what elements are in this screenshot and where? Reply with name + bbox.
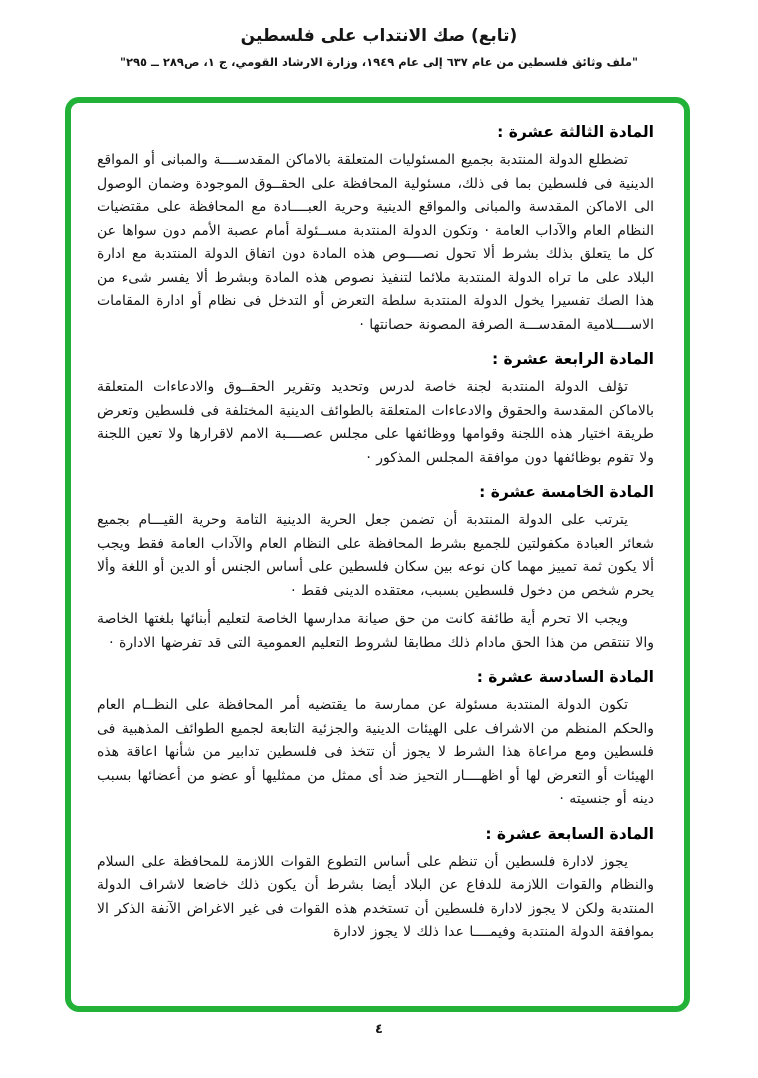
article-sixteen (97, 668, 654, 812)
page-title: (تابع) صك الانتداب على فلسطين (240, 26, 518, 46)
section-heading: المادة الخامسة عشرة : (479, 483, 654, 501)
page-header (0, 0, 758, 69)
section-heading: المادة السابعة عشرة : (485, 824, 654, 843)
section-heading: المادة السادسة عشرة : (476, 668, 654, 686)
source-citation: "ملف وثائق فلسطين من عام ٦٣٧ إلى عام ١٩٤٩، وزارة الارشاد القومي، ج ١، ص٢٨٩ ــ ٢٩٥" (119, 55, 639, 69)
article-fifteen (97, 483, 654, 655)
section-heading: المادة الثالثة عشرة : (497, 123, 654, 141)
page-number: ٤ (375, 1022, 383, 1037)
article-thirteen (97, 123, 654, 337)
article-fourteen (97, 350, 654, 470)
section-paragraph: يجوز لادارة فلسطين أن تنظم على أساس التطوع القوات اللازمة للمحافظة على السلام والنظام والقوات اللازمة للدفاع عن البلاد أيضا بشرط أن يكون ذلك خاضعا لاشراف الدولة المنتدبة ولكن لا يجوز لادارة فلسطين أن تستخدم هذه القوات فى غير الاغراض الآنفة الذكر الا بموافقة الدولة المنتدبة وفيمــــا عدا ذلك لا يجوز لادارة (97, 853, 654, 940)
section-paragraph: يترتب على الدولة المنتدبة أن تضمن جعل الحرية الدينية التامة وحرية القيـــام بجميع شعائر العبادة مكفولتين للجميع بشرط المحافظة على النظام العام والآداب العامة فقط ويجب ألا يكون ثمة تمييز مهما كان نوعه بين سكان فلسطين على أساس الجنس أو الدين أو اللغة وألا يحرم شخص من دخول فلسطين بسبب، معتقده الدينى فقط · (97, 512, 654, 599)
section-heading: المادة الرابعة عشرة : (491, 350, 654, 368)
section-paragraph: تكون الدولة المنتدبة مسئولة عن ممارسة ما يقتضيه أمر المحافظة على النظــام العام والحكم المنظم من الاشراف على الهيئات الدينية والجزئية التابعة لجميع الطوائف المذهبية فى فلسطين ومع مراعاة هذا الشرط لا يجوز أن تتخذ فى فلسطين تدابير من شأنها اعاقة هذه الهيئات أو التعرض لها أو اظهــــار التحيز ضد أى ممثل من ممثليها أو عضو من أعضائها بسبب دينه أو جنسيته · (97, 697, 654, 807)
section-paragraph: تؤلف الدولة المنتدبة لجنة خاصة لدرس وتحديد وتقرير الحقــوق والادعاءات المتعلقة بالاماكن المقدسة والحقوق والادعاءات المتعلقة بالطوائف الدينية المختلفة فى فلسطين وتعرض طريقة اختيار هذه اللجنة وقوامها ووظائفها على مجلس عصــــبة الامم لاقرارها ولا تعين اللجنة ولا تقوم بوظائفها دون موافقة المجلس المذكور · (97, 379, 654, 466)
document-frame (65, 97, 690, 1012)
article-seventeen (97, 825, 654, 945)
section-paragraph: تضطلع الدولة المنتدبة بجميع المسئوليات المتعلقة بالاماكن المقدســــة والمبانى أو المواقع الدينية فى فلسطين بما فى ذلك، مسئولية المحافظة على الحقــوق الموجودة وضمان الوصول الى الاماكن المقدسة والمبانى والمواقع الدينية وحرية العبــــادة مع المحافظة على مقتضيات النظام العام والآداب العامة · وتكون الدولة المنتدبة مســئولة أمام عصبة الأمم دون سواها عن كل ما يتعلق بذلك بشرط ألا تحول نصــــوص هذه المادة دون اتفاق الدولة المنتدبة مع ادارة البلاد على ما تراه الدولة المنتدبة ملائما لتنفيذ نصوص هذه المادة وبشرط ألا يفسر شىء من هذا الصك تفسيرا يخول الدولة المنتدبة سلطة التعرض أو التدخل فى نظام أو ادارة المقامات الاســــلامية المقدســـة الصرفة المصونة حصانتها · (97, 152, 654, 333)
section-paragraph: ويجب الا تحرم أية طائفة كانت من حق صيانة مدارسها الخاصة لتعليم أبنائها بلغتها الخاصة والا تنتقص من هذا الحق مادام ذلك مطابقا لشروط التعليم العمومية التى قد تفرضها الادارة · (97, 611, 654, 651)
